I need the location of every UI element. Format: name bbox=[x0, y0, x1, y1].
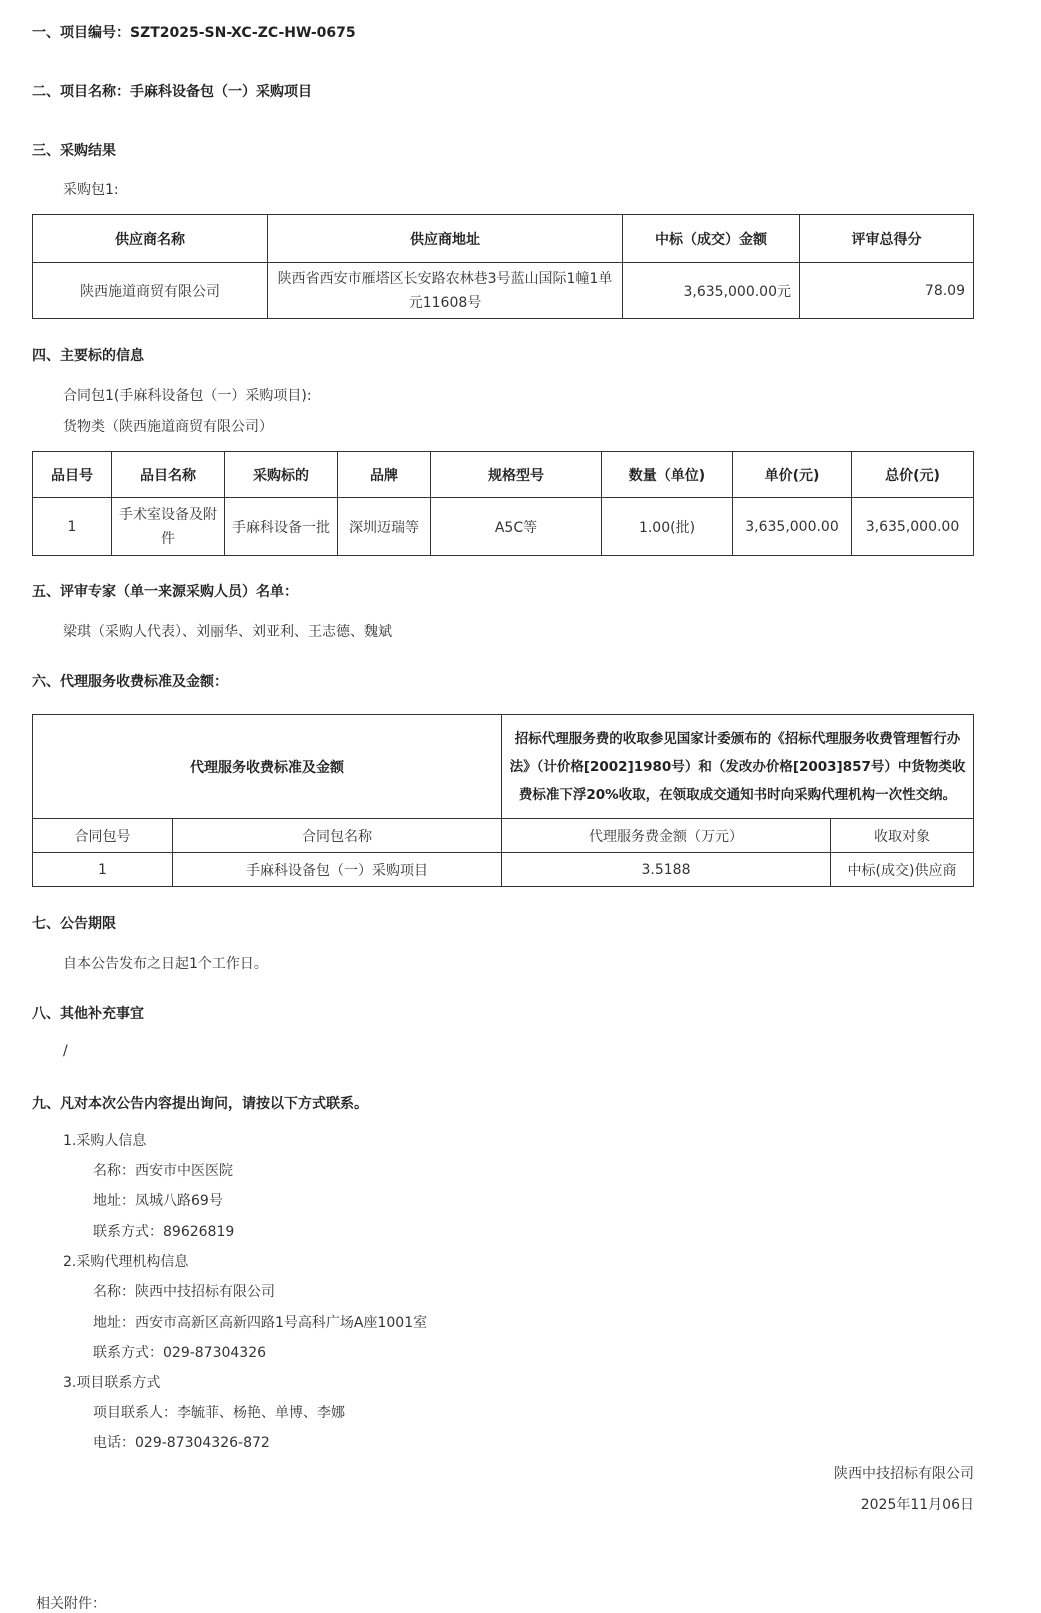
item-name-line-2: 件 bbox=[161, 530, 175, 547]
project-number-value: SZT2025-SN-XC-ZC-HW-0675 bbox=[130, 25, 356, 41]
buyer-address: 地址：凤城八路69号 bbox=[93, 1193, 223, 1209]
section-notice-period: 七、公告期限 bbox=[32, 916, 116, 932]
signature-org: 陕西中技招标有限公司 bbox=[834, 1466, 974, 1482]
project-name bbox=[32, 81, 312, 101]
col-model: 规格型号 bbox=[431, 452, 602, 498]
item-total: 3,635,000.00 bbox=[852, 498, 974, 556]
item-no: 1 bbox=[33, 498, 112, 556]
supplier-name: 陕西施道商贸有限公司 bbox=[33, 263, 268, 319]
goods-category: 货物类（陕西施道商贸有限公司） bbox=[63, 419, 273, 435]
fee-payer: 中标(成交)供应商 bbox=[831, 853, 974, 887]
col-total: 总价(元) bbox=[852, 452, 974, 498]
project-name-value: 手麻科设备包（一）采购项目 bbox=[130, 84, 312, 100]
table-header-row bbox=[33, 215, 974, 263]
address-line-1: 陕西省西安市雁塔区长安路农林巷3号蓝山国际1幢1单 bbox=[277, 270, 613, 287]
table-header-row bbox=[33, 819, 974, 853]
item-brand: 深圳迈瑞等 bbox=[338, 498, 431, 556]
fee-standard-text bbox=[502, 715, 974, 819]
bid-amount: 3,635,000.00元 bbox=[623, 263, 800, 319]
col-payer: 收取对象 bbox=[831, 819, 974, 853]
contract-package-label: 合同包1(手麻科设备包（一）采购项目): bbox=[63, 388, 312, 404]
project-number-label: 一、项目编号： bbox=[32, 25, 130, 41]
supplier-address bbox=[268, 263, 623, 319]
project-number bbox=[32, 22, 356, 42]
table-header-row bbox=[33, 452, 974, 498]
agency-fee-table bbox=[32, 714, 974, 887]
col-fee-amount: 代理服务费金额（万元） bbox=[502, 819, 831, 853]
fee-standard-row bbox=[33, 715, 974, 819]
project-name-label: 二、项目名称： bbox=[32, 84, 130, 100]
col-qty: 数量（单位) bbox=[602, 452, 733, 498]
package-label: 采购包1: bbox=[63, 182, 119, 198]
fee-text-line-3: 费标准下浮20%收取，在领取成交通知书时向采购代理机构一次性交纳。 bbox=[518, 786, 957, 803]
col-contract-no: 合同包号 bbox=[33, 819, 173, 853]
other-matters-text: / bbox=[63, 1043, 68, 1059]
attachments-label: 相关附件： bbox=[36, 1596, 106, 1612]
fee-standard-label: 代理服务收费标准及金额 bbox=[33, 715, 502, 819]
section-experts: 五、评审专家（单一来源采购人员）名单： bbox=[32, 584, 298, 600]
result-table bbox=[32, 214, 974, 319]
item-name-line-1: 手术室设备及附 bbox=[119, 506, 217, 523]
item-name bbox=[112, 498, 225, 556]
col-contract-name: 合同包名称 bbox=[173, 819, 502, 853]
agent-phone: 联系方式：029-87304326 bbox=[93, 1345, 267, 1361]
col-item-name: 品目名称 bbox=[112, 452, 225, 498]
buyer-name: 名称：西安市中医医院 bbox=[93, 1163, 233, 1179]
project-contact-title: 3.项目联系方式 bbox=[63, 1375, 161, 1391]
buyer-info-title: 1.采购人信息 bbox=[63, 1133, 147, 1149]
contract-name: 手麻科设备包（一）采购项目 bbox=[173, 853, 502, 887]
col-target: 采购标的 bbox=[225, 452, 338, 498]
buyer-phone: 联系方式：89626819 bbox=[93, 1224, 235, 1240]
table-row bbox=[33, 263, 974, 319]
fee-text-line-1: 招标代理服务费的收取参见国家计委颁布的《招标代理服务收费管理暂行办 bbox=[514, 730, 961, 747]
item-model: A5C等 bbox=[431, 498, 602, 556]
fee-amount: 3.5188 bbox=[502, 853, 831, 887]
table-row bbox=[33, 498, 974, 556]
agent-name: 名称：陕西中技招标有限公司 bbox=[93, 1284, 275, 1300]
col-supplier-address: 供应商地址 bbox=[268, 215, 623, 263]
notice-period-text: 自本公告发布之日起1个工作日。 bbox=[63, 956, 268, 972]
table-row bbox=[33, 853, 974, 887]
fee-text-line-2: 法》（计价格[2002]1980号）和（发改办价格[2003]857号）中货物类收 bbox=[509, 758, 966, 775]
expert-names: 梁琪（采购人代表）、刘丽华、刘亚利、王志德、魏斌 bbox=[63, 624, 392, 640]
subject-table bbox=[32, 451, 974, 556]
agent-info-title: 2.采购代理机构信息 bbox=[63, 1254, 189, 1270]
address-line-2: 元11608号 bbox=[408, 294, 482, 311]
project-phone: 电话：029-87304326-872 bbox=[93, 1435, 270, 1451]
col-amount: 中标（成交）金额 bbox=[623, 215, 800, 263]
col-unit-price: 单价(元) bbox=[733, 452, 852, 498]
item-qty: 1.00(批) bbox=[602, 498, 733, 556]
contract-no: 1 bbox=[33, 853, 173, 887]
review-score: 78.09 bbox=[800, 263, 974, 319]
section-main-subject: 四、主要标的信息 bbox=[32, 348, 144, 364]
col-item-no: 品目号 bbox=[33, 452, 112, 498]
col-score: 评审总得分 bbox=[800, 215, 974, 263]
item-unit-price: 3,635,000.00 bbox=[733, 498, 852, 556]
signature-date: 2025年11月06日 bbox=[860, 1497, 974, 1513]
section-contact: 九、凡对本次公告内容提出询问，请按以下方式联系。 bbox=[32, 1096, 368, 1112]
col-supplier-name: 供应商名称 bbox=[33, 215, 268, 263]
project-contacts: 项目联系人：李毓菲、杨艳、单博、李娜 bbox=[93, 1405, 345, 1421]
section-other-matters: 八、其他补充事宜 bbox=[32, 1006, 144, 1022]
item-target: 手麻科设备一批 bbox=[225, 498, 338, 556]
agent-address: 地址：西安市高新区高新四路1号高科广场A座1001室 bbox=[93, 1315, 428, 1331]
col-brand: 品牌 bbox=[338, 452, 431, 498]
section-procurement-result: 三、采购结果 bbox=[32, 143, 116, 159]
section-agency-fee: 六、代理服务收费标准及金额： bbox=[32, 674, 228, 690]
